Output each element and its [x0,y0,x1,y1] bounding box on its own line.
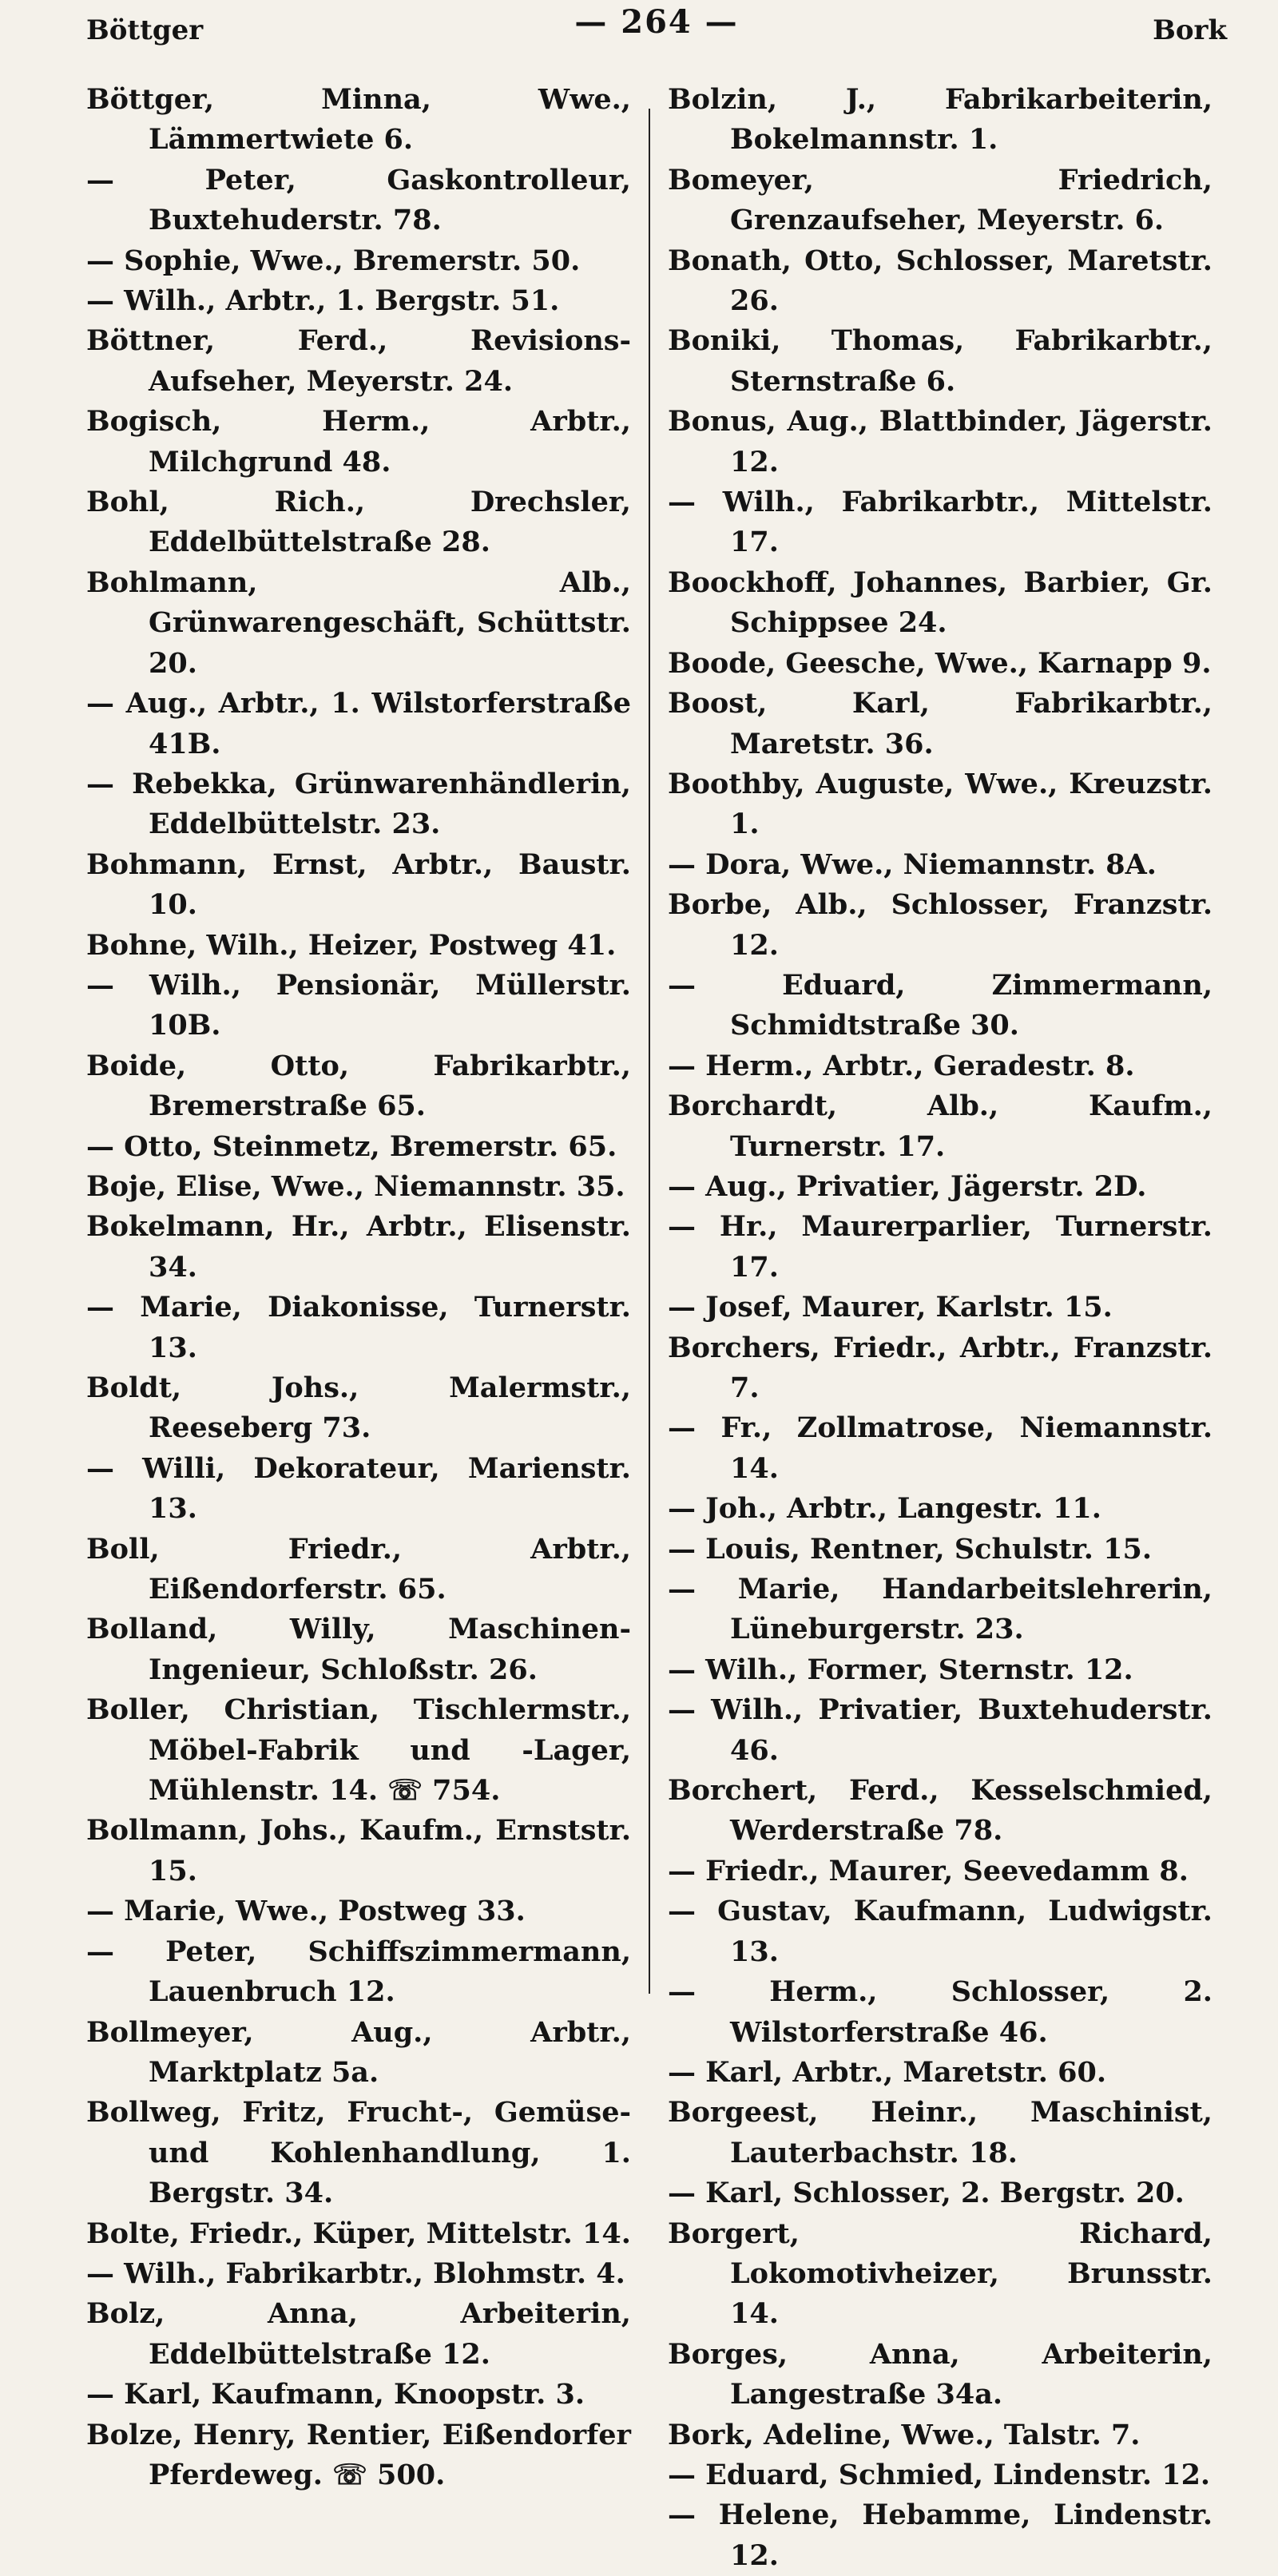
directory-entry: Boide, Otto, Fabrikarbtr., Bremerstraße 65. [86,1049,631,1123]
directory-entry: Boll, Friedr., Arbtr., Eißendorferstr. 65. [86,1532,631,1606]
directory-entry: — Marie, Handarbeitslehrerin, Lüneburgerstr. 23. [668,1573,1213,1646]
directory-entry: Bollmann, Johs., Kaufm., Ernststr. 15. [86,1814,631,1887]
directory-entry: Bohne, Wilh., Heizer, Postweg 41. [86,928,617,962]
directory-entry: Böttger, Minna, Wwe., Lämmertwiete 6. [86,83,631,157]
directory-entry: — Aug., Privatier, Jägerstr. 2D. [668,1169,1147,1203]
directory-entry: Boothby, Auguste, Wwe., Kreuzstr. 1. [668,767,1213,841]
directory-entry: Boost, Karl, Fabrikarbtr., Maretstr. 36. [668,687,1213,760]
directory-entry: Bollmeyer, Aug., Arbtr., Marktplatz 5a. [86,2015,631,2089]
directory-entry: Bork, Adeline, Wwe., Talstr. 7. [668,2418,1141,2451]
directory-entry: — Karl, Schlosser, 2. Bergstr. 20. [668,2177,1185,2210]
directory-entry: Borchert, Ferd., Kesselschmied, Werderstraße 78. [668,1774,1213,1848]
directory-entry: Boockhoff, Johannes, Barbier, Gr. Schippsee 24. [668,566,1213,640]
directory-entry: — Wilh., Former, Sternstr. 12. [668,1653,1133,1686]
directory-entry: Boje, Elise, Wwe., Niemannstr. 35. [86,1169,625,1203]
directory-entry: Bokelmann, Hr., Arbtr., Elisenstr. 34. [86,1210,631,1284]
directory-entry: Boniki, Thomas, Fabrikarbtr., Sternstraße 6. [668,324,1213,398]
directory-entry: Bolze, Henry, Rentier, Eißendorfer Pferdeweg. ☏ 500. [86,2418,631,2491]
directory-entry: Borgeest, Heinr., Maschinist, Lauterbachstr. 18. [668,2096,1213,2169]
directory-entry: — Eduard, Schmied, Lindenstr. 12. [668,2458,1211,2491]
directory-entry: — Wilh., Fabrikarbtr., Mittelstr. 17. [668,486,1213,559]
directory-entry: — Otto, Steinmetz, Bremerstr. 65. [86,1129,617,1163]
header-last-name: Bork [1153,14,1227,46]
column-divider [649,109,650,1994]
directory-entry: — Joh., Arbtr., Langestr. 11. [668,1492,1101,1526]
directory-entry: — Marie, Wwe., Postweg 33. [86,1895,526,1928]
directory-entry: — Sophie, Wwe., Bremerstr. 50. [86,244,581,277]
directory-entry: Boldt, Johs., Malermstr., Reeseberg 73. [86,1371,631,1445]
directory-entry: Bolz, Anna, Arbeiterin, Eddelbüttelstraße 12. [86,2297,631,2371]
directory-entry: — Dora, Wwe., Niemannstr. 8A. [668,847,1157,881]
directory-entry: Bohmann, Ernst, Arbtr., Baustr. 10. [86,847,631,922]
directory-entry: Böttner, Ferd., Revisions-Aufseher, Meyerstr. 24. [86,324,631,398]
page-header [86,0,1227,80]
directory-entry: — Peter, Schiffszimmermann, Lauenbruch 12. [86,1935,631,2009]
directory-entry: Borges, Anna, Arbeiterin, Langestraße 34a. [668,2337,1213,2411]
directory-entry: Bolland, Willy, Maschinen-Ingenieur, Schloßstr. 26. [86,1613,631,1686]
directory-entry: Borchardt, Alb., Kaufm., Turnerstr. 17. [668,1090,1213,1163]
directory-entry: — Helene, Hebamme, Lindenstr. 12. [668,2499,1213,2572]
directory-entry: — Wilh., Privatier, Buxtehuderstr. 46. [668,1693,1213,1767]
directory-entry: — Marie, Diakonisse, Turnerstr. 13. [86,1291,631,1364]
header-first-name: Böttger [86,14,204,46]
directory-columns [86,80,1227,2572]
directory-entry: — Karl, Arbtr., Maretstr. 60. [668,2055,1107,2089]
directory-entry: Borbe, Alb., Schlosser, Franzstr. 12. [668,888,1213,962]
directory-entry: Boode, Geesche, Wwe., Karnapp 9. [668,646,1212,680]
directory-entry: — Willi, Dekorateur, Marienstr. 13. [86,1451,631,1526]
directory-entry: — Josef, Maurer, Karlstr. 15. [668,1291,1113,1324]
page-number: — 264 — [574,3,739,41]
directory-entry: — Peter, Gaskontrolleur, Buxtehuderstr. 78. [86,163,631,237]
directory-entry: Borchers, Friedr., Arbtr., Franzstr. 7. [668,1331,1213,1404]
directory-entry: Bonus, Aug., Blattbinder, Jägerstr. 12. [668,405,1213,478]
directory-entry: Bomeyer, Friedrich, Grenzaufseher, Meyerstr. 6. [668,163,1213,237]
directory-entry: — Hr., Maurerparlier, Turnerstr. 17. [668,1210,1213,1284]
directory-entry: — Eduard, Zimmermann, Schmidtstraße 30. [668,968,1213,1042]
directory-entry: — Karl, Kaufmann, Knoopstr. 3. [86,2378,585,2411]
directory-entry: — Wilh., Arbtr., 1. Bergstr. 51. [86,284,560,318]
directory-entry: — Wilh., Pensionär, Müllerstr. 10B. [86,968,631,1042]
directory-entry: Bogisch, Herm., Arbtr., Milchgrund 48. [86,405,631,478]
directory-entry: Bohl, Rich., Drechsler, Eddelbüttelstraße 28. [86,486,631,559]
directory-entry: Boller, Christian, Tischlermstr., Möbel-Fabrik und -Lager, Mühlenstr. 14. ☏ 754. [86,1693,631,1808]
directory-entry: Bolzin, J., Fabrikarbeiterin, Bokelmannstr. 1. [668,83,1213,157]
directory-entry: Bonath, Otto, Schlosser, Maretstr. 26. [668,244,1213,318]
directory-entry: — Aug., Arbtr., 1. Wilstorferstraße 41B. [86,687,631,760]
directory-entry: — Herm., Schlosser, 2. Wilstorferstraße 46. [668,1975,1213,2049]
directory-entry: — Rebekka, Grünwarenhändlerin, Eddelbüttelstr. 23. [86,767,631,841]
directory-entry: — Gustav, Kaufmann, Ludwigstr. 13. [668,1895,1213,1968]
directory-entry: — Wilh., Fabrikarbtr., Blohmstr. 4. [86,2256,625,2290]
left-column [86,80,645,2491]
directory-entry: Bollweg, Fritz, Frucht-, Gemüse- und Kohlenhandlung, 1. Bergstr. 34. [86,2096,631,2210]
right-column [653,80,1213,2572]
directory-entry: Bolte, Friedr., Küper, Mittelstr. 14. [86,2217,631,2250]
directory-entry: — Herm., Arbtr., Geradestr. 8. [668,1049,1135,1082]
directory-entry: Bohlmann, Alb., Grünwarengeschäft, Schüttstr. 20. [86,566,631,680]
directory-entry: — Louis, Rentner, Schulstr. 15. [668,1532,1153,1566]
directory-entry: — Friedr., Maurer, Seevedamm 8. [668,1854,1189,1887]
directory-entry: Borgert, Richard, Lokomotivheizer, Brunsstr. 14. [668,2217,1213,2331]
directory-entry: — Fr., Zollmatrose, Niemannstr. 14. [668,1411,1213,1485]
